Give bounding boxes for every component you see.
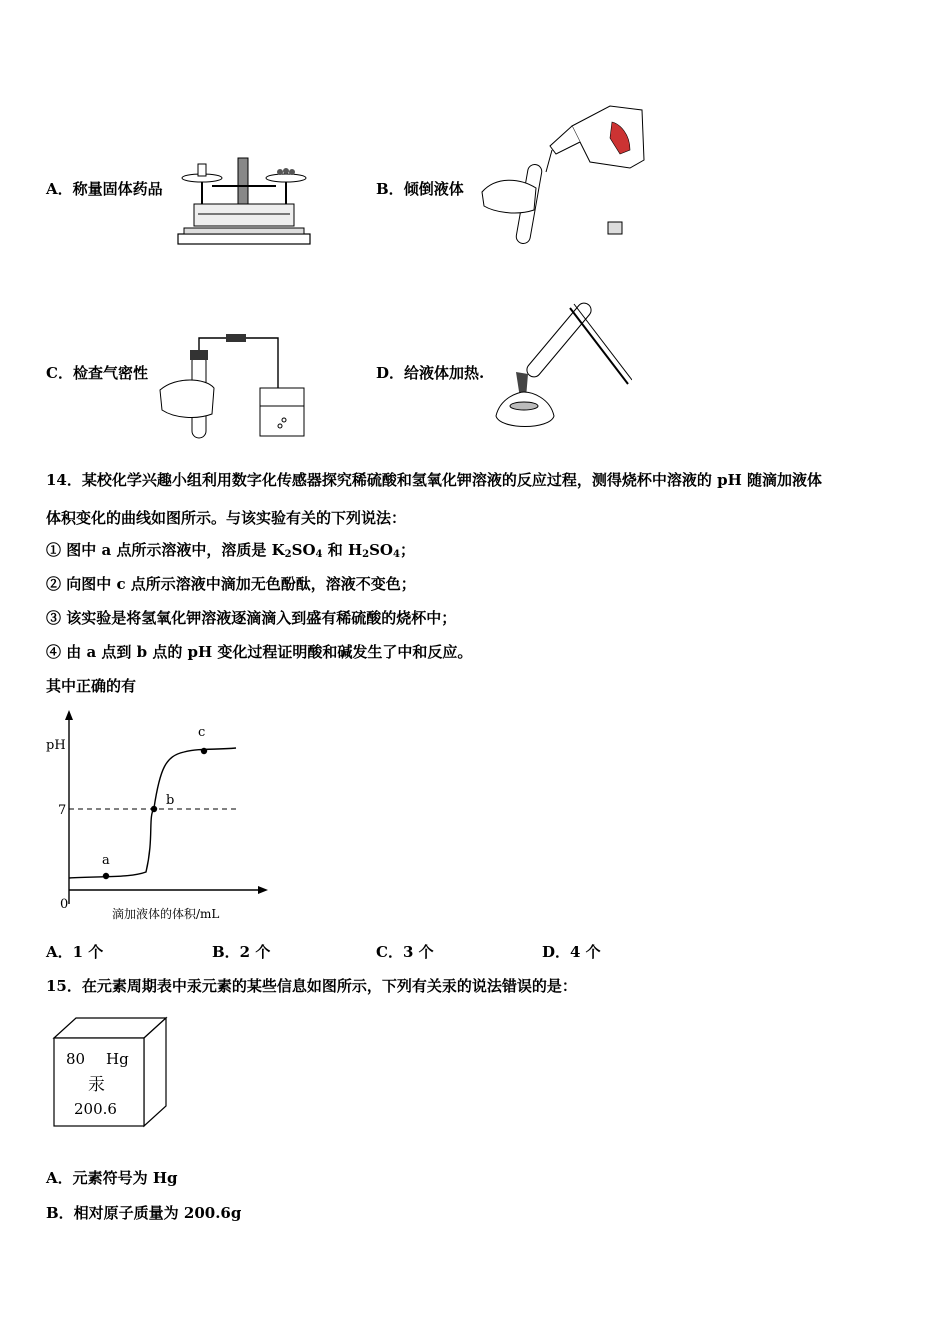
q14-statement-4: ④ 由 a 点到 b 点的 pH 变化过程证明酸和碱发生了中和反应。 xyxy=(46,643,473,661)
card-side-face xyxy=(144,1018,166,1126)
q14-stem-line2: 体积变化的曲线如图所示。与该实验有关的下列说法： xyxy=(46,509,407,527)
option-d-label: D．给液体加热. xyxy=(376,364,485,382)
y-axis-arrow xyxy=(65,710,73,720)
option-a-label: A．称量固体药品 xyxy=(46,180,163,198)
point-c-label: c xyxy=(198,725,206,740)
q14-prompt: 其中正确的有 xyxy=(46,677,137,695)
point-b xyxy=(151,806,157,812)
q14-option-a[interactable]: A．1 个 xyxy=(46,943,104,961)
x-axis-label: 滴加液体的体积/mL xyxy=(112,907,220,921)
point-b-label: b xyxy=(166,793,175,808)
point-a-label: a xyxy=(102,853,110,868)
q14-statement-2: ② 向图中 c 点所示溶液中滴加无色酚酞，溶液不变色； xyxy=(46,575,416,593)
option-b-label: B．倾倒液体 xyxy=(376,180,464,198)
atomic-mass: 200.6 xyxy=(74,1100,117,1118)
point-a xyxy=(103,873,109,879)
q14-option-b[interactable]: B．2 个 xyxy=(212,943,271,961)
airtightness-illustration xyxy=(156,330,318,442)
y-axis-label: pH xyxy=(46,738,66,753)
q14-option-d[interactable]: D．4 个 xyxy=(542,943,601,961)
q15-option-a[interactable]: A．元素符号为 Hg xyxy=(46,1169,178,1187)
option-c-label: C．检查气密性 xyxy=(46,364,148,382)
pouring-illustration xyxy=(480,98,650,250)
atomic-number: 80 xyxy=(66,1050,86,1068)
q14-stem-line1: 14．某校化学兴趣小组利用数字化传感器探究稀硫酸和氢氧化钾溶液的反应过程，测得烧杯中溶液的 pH 随滴加液体 xyxy=(46,471,822,489)
element-symbol: Hg xyxy=(106,1050,129,1068)
q15-stem: 15．在元素周期表中汞元素的某些信息如图所示，下列有关汞的说法错误的是： xyxy=(46,977,577,995)
balance-illustration xyxy=(172,152,314,248)
origin-label: 0 xyxy=(60,897,69,912)
q14-statement-1: ① 图中 a 点所示溶液中，溶质是 $K_2SO_4$ 和 $H_2SO_4$； xyxy=(46,541,415,560)
heating-illustration xyxy=(490,294,632,440)
point-c xyxy=(201,748,207,754)
mercury-element-card xyxy=(50,1014,172,1130)
x-axis-arrow xyxy=(258,886,268,894)
ph-curve-graph xyxy=(40,708,280,928)
y-tick-7: 7 xyxy=(58,803,67,818)
q15-option-b[interactable]: B．相对原子质量为 200.6g xyxy=(46,1204,242,1222)
ph-curve xyxy=(69,748,236,878)
element-name: 汞 xyxy=(88,1075,105,1095)
q14-option-c[interactable]: C．3 个 xyxy=(376,943,434,961)
q14-statement-3: ③ 该实验是将氢氧化钾溶液逐滴滴入到盛有稀硫酸的烧杯中； xyxy=(46,609,457,627)
